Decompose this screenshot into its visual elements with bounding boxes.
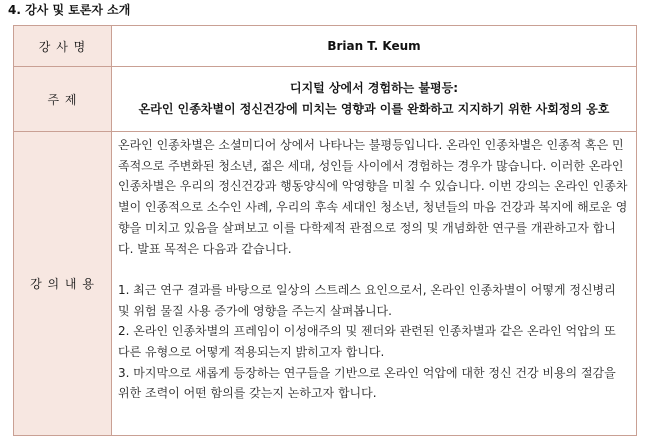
content-intro: 온라인 인종차별은 소셜미디어 상에서 나타나는 불평등입니다. 온라인 인종차별은 인종적 혹은 민족적으로 주변화된 청소년, 젊은 세대, 성인들 사이에서 경험하는 경우가 많습니다. 이러한 온라인 인종차별은 우리의 정신건강과 행동양식에 악영향을 미칠 수 있습니다. 이번 강의는 온라인 인종차별이 인종적으로 소수인 사례, 우리의 후속 세대인 청소년, 청년들의 마음 건강과 복지에 해로운 영향을 미치고 있음을 살펴보고 이를 다학제적 관점으로 정의 및 개념화한 연구를 개관하고자 합니다. 발표 목적은 다음과 같습니다. xyxy=(118,138,628,256)
topic-line-1: 디지털 상에서 경험하는 불평등: xyxy=(289,81,459,95)
content-row xyxy=(14,132,637,436)
instructor-row xyxy=(14,26,637,67)
instructor-name: Brian T. Keum xyxy=(112,26,637,67)
instructor-label: 강 사 명 xyxy=(14,26,112,67)
section-title: 4. 강사 및 토론자 소개 xyxy=(8,3,131,17)
speaker-info-table xyxy=(13,25,637,436)
topic-line-2: 온라인 인종차별이 정신건강에 미치는 영향과 이를 완화하고 지지하기 위한 사회정의 옹호 xyxy=(138,102,610,116)
content-item-1: 1. 최근 연구 결과를 바탕으로 일상의 스트레스 요인으로서, 온라인 인종차별이 어떻게 정신병리 및 위험 물질 사용 증가에 영향을 주는지 살펴봅니다. xyxy=(118,282,616,318)
content-cell xyxy=(112,132,637,436)
content-item-2: 2. 온라인 인종차별의 프레임이 이성애주의 및 젠더와 관련된 인종차별과 같은 온라인 억압의 또 다른 유형으로 어떻게 적용되는지 밝히고자 합니다. xyxy=(118,324,616,360)
topic-row xyxy=(14,67,637,132)
content-label: 강 의 내 용 xyxy=(14,132,112,436)
topic-label: 주 제 xyxy=(14,67,112,132)
content-item-3: 3. 마지막으로 새롭게 등장하는 연구들을 기반으로 온라인 억압에 대한 정신 건강 비용의 절감을 위한 조력이 어떤 함의를 갖는지 논하고자 합니다. xyxy=(118,365,616,401)
topic-cell xyxy=(112,67,637,132)
blank-line xyxy=(118,259,630,280)
